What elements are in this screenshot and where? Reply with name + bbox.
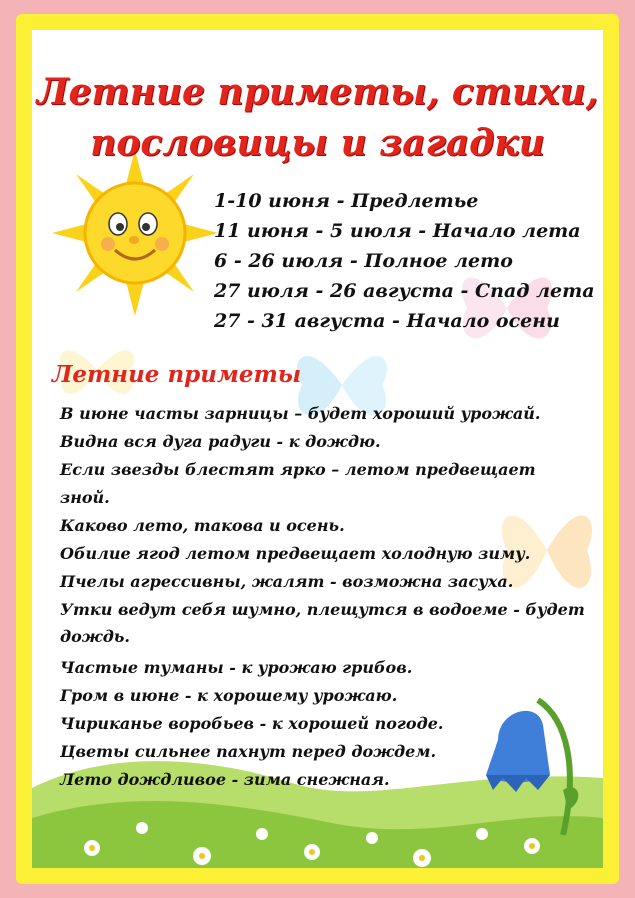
- sign-item: Видна вся дуга радуги - к дождю.: [60, 432, 381, 451]
- sign-item: Если звезды блестят ярко – летом предвещает зной.: [60, 460, 536, 507]
- sign-item: Обилие ягод летом предвещает холодную зиму.: [60, 544, 531, 563]
- period-item: 27 - 31 августа - Начало осени: [214, 310, 560, 332]
- sign-item: Гром в июне - к хорошему урожаю.: [60, 686, 398, 705]
- sign-item: Пчелы агрессивны, жалят - возможна засуха.: [60, 572, 514, 591]
- section-title: Летние приметы: [52, 361, 302, 388]
- period-item: 11 июня - 5 июля - Начало лета: [214, 220, 581, 242]
- sign-item: Утки ведут себя шумно, плещутся в водоеме - будет дождь.: [60, 600, 585, 646]
- sun-icon: [50, 148, 220, 318]
- sign-item: Чириканье воробьев - к хорошей погоде.: [60, 714, 444, 733]
- period-item: 6 - 26 июля - Полное лето: [214, 250, 513, 272]
- sign-item: Цветы сильнее пахнут перед дождем.: [60, 742, 437, 761]
- poster-sheet: [32, 30, 603, 868]
- summer-signs-list: [60, 400, 590, 794]
- period-item: 1-10 июня - Предлетье: [214, 190, 479, 212]
- sign-item: Лето дождливое - зима снежная.: [60, 770, 390, 789]
- period-item: 27 июля - 26 августа - Спад лета: [214, 280, 595, 302]
- page-title-line1: Летние приметы, стихи,: [36, 71, 599, 113]
- page-title-line2: пословицы и загадки: [90, 122, 545, 164]
- summer-periods-list: [214, 186, 595, 336]
- sign-item: Частые туманы - к урожаю грибов.: [60, 658, 413, 677]
- sign-item: Каково лето, такова и осень.: [60, 516, 345, 535]
- sign-item: В июне часты зарницы – будет хороший урожай.: [60, 404, 541, 423]
